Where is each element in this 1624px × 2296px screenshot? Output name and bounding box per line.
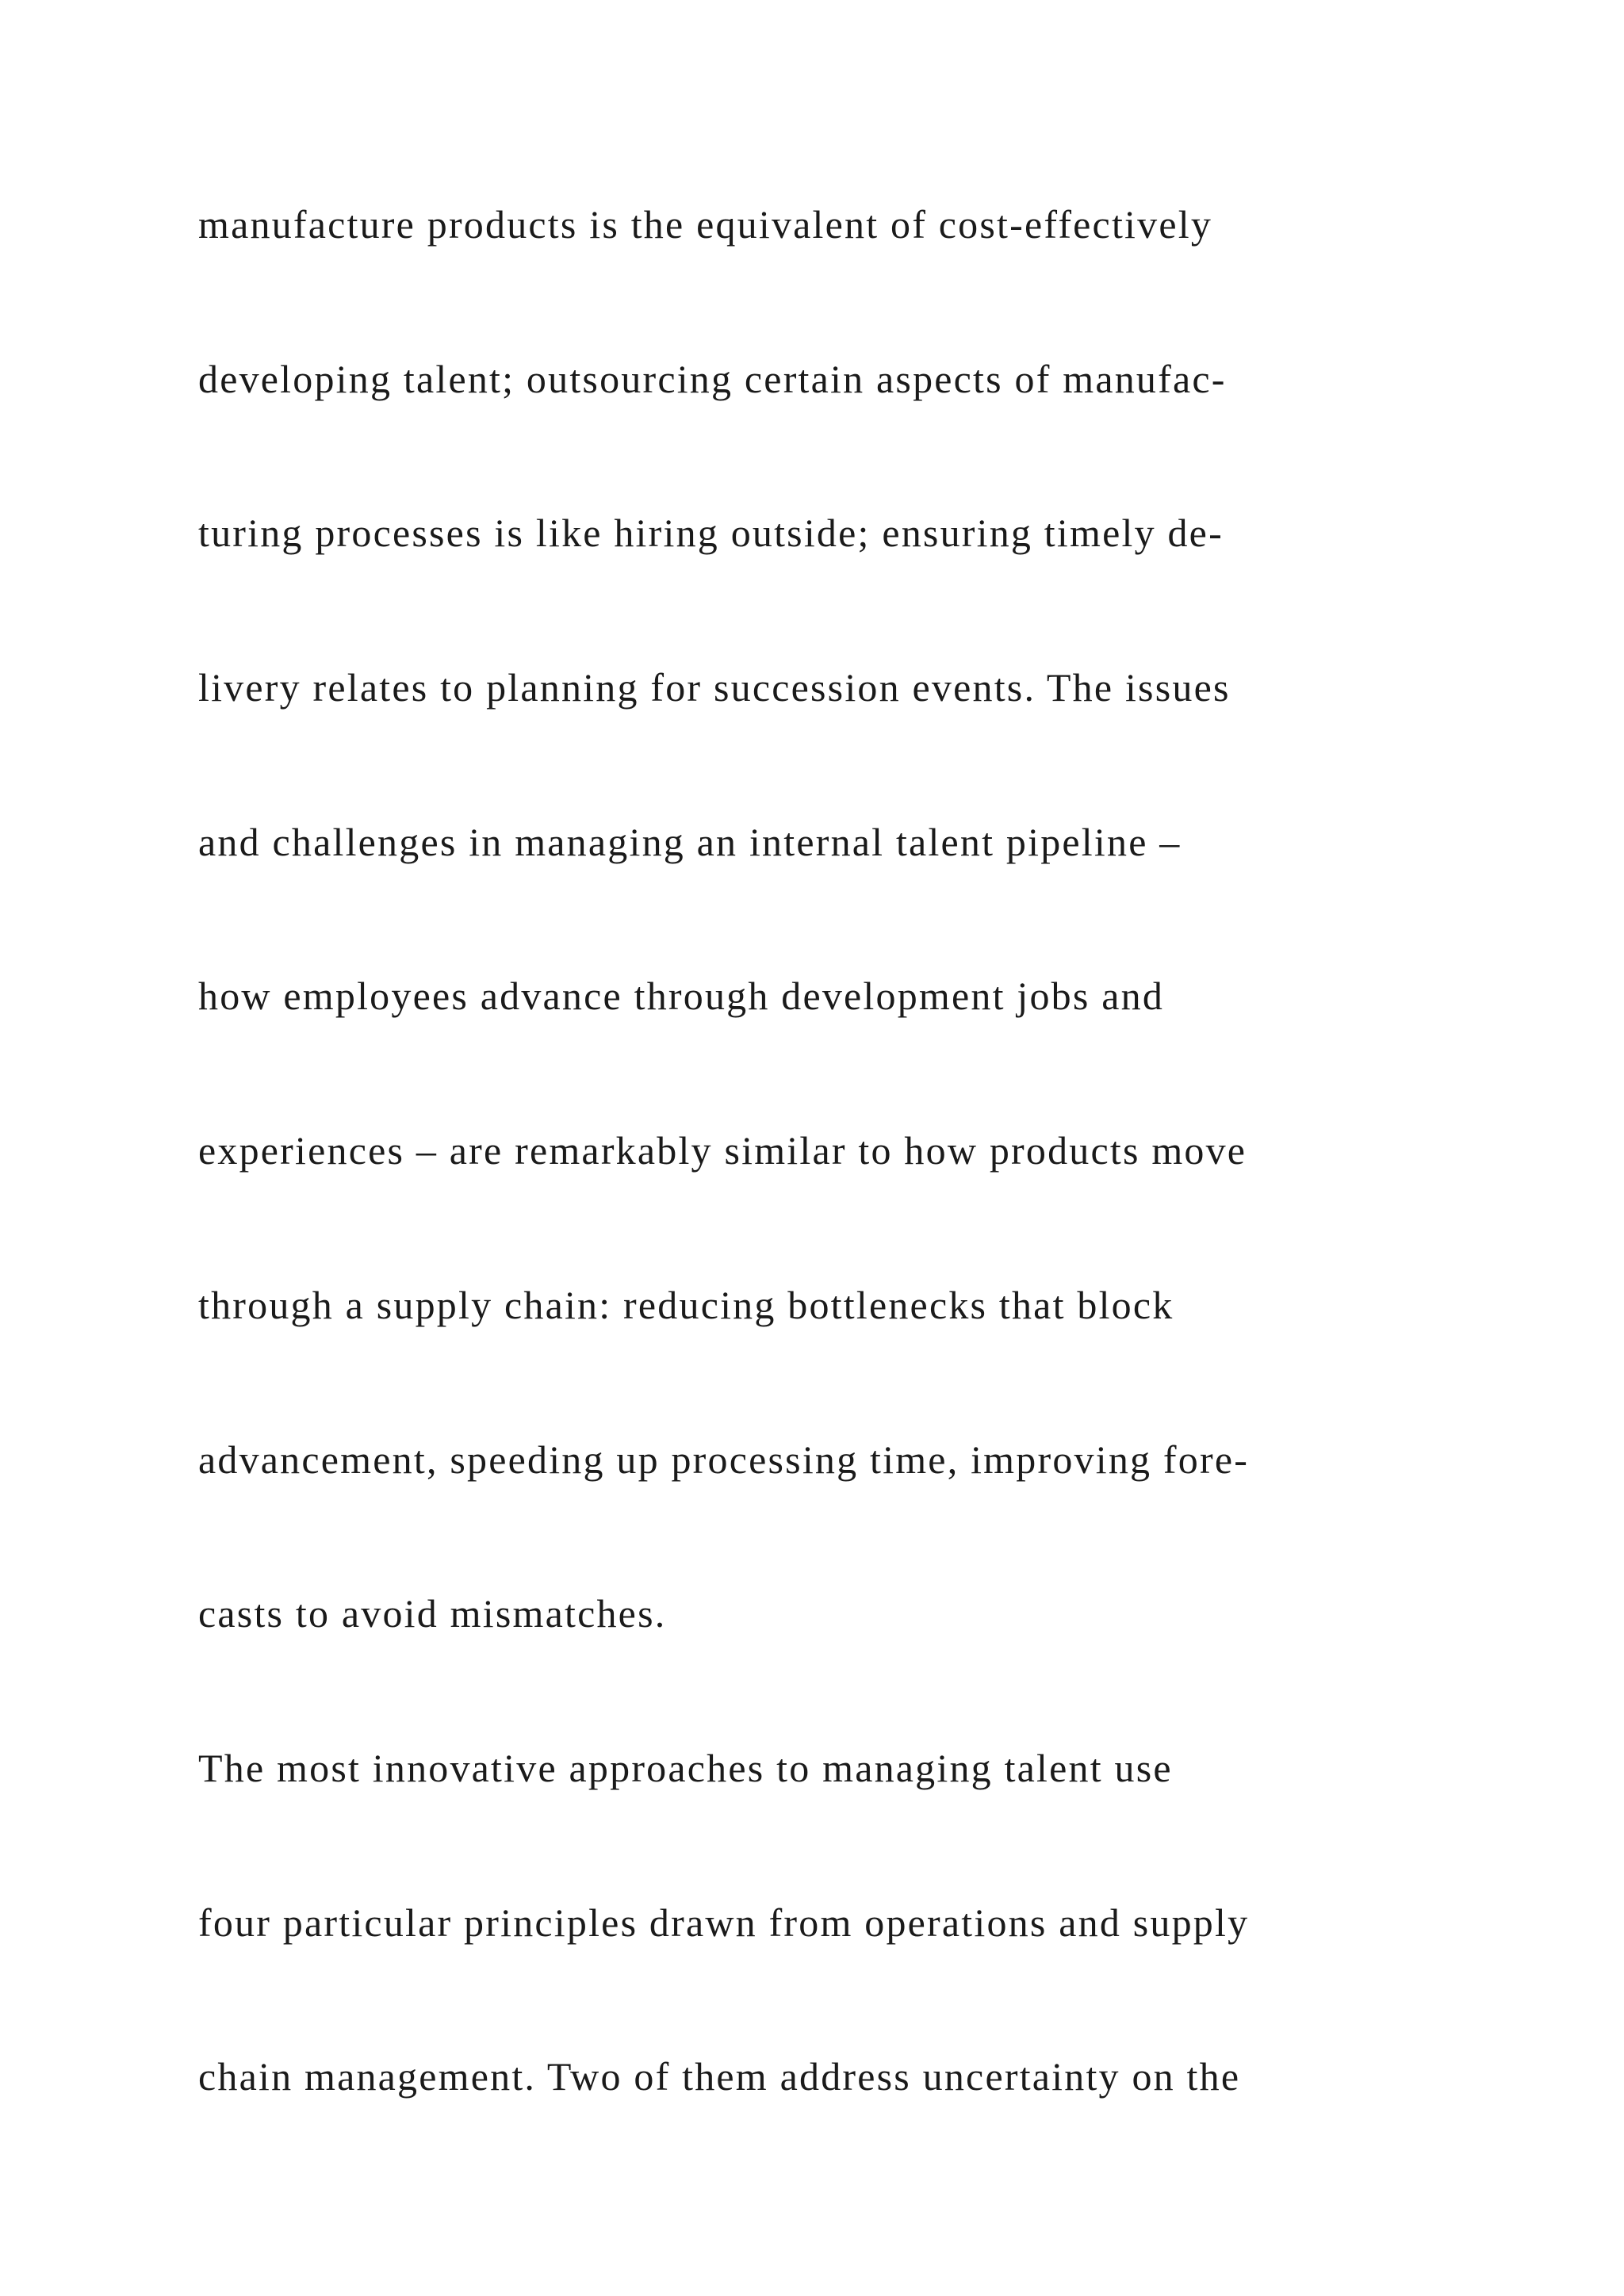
text-line: chain management. Two of them address uncertainty on the (198, 2054, 1241, 2099)
text-line: through a supply chain: reducing bottlenecks that block (198, 1282, 1174, 1327)
text-line: four particular principles drawn from operations and supply (198, 1900, 1250, 1945)
text-line: and challenges in managing an internal talent pipeline – (198, 819, 1182, 864)
text-line: casts to avoid mismatches. (198, 1591, 667, 1636)
body-text (198, 147, 1546, 2154)
text-line: advancement, speeding up processing time, improving fore- (198, 1437, 1250, 1482)
text-line: experiences – are remarkably similar to how products move (198, 1128, 1247, 1173)
text-line: livery relates to planning for succession events. The issues (198, 665, 1231, 710)
text-line: developing talent; outsourcing certain aspects of manufac- (198, 356, 1227, 401)
text-line: how employees advance through development jobs and (198, 974, 1165, 1019)
text-line: manufacture products is the equivalent of cost-effectively (198, 202, 1213, 247)
text-line: The most innovative approaches to managing talent use (198, 1745, 1173, 1790)
text-line: turing processes is like hiring outside; ensuring timely de- (198, 511, 1224, 556)
